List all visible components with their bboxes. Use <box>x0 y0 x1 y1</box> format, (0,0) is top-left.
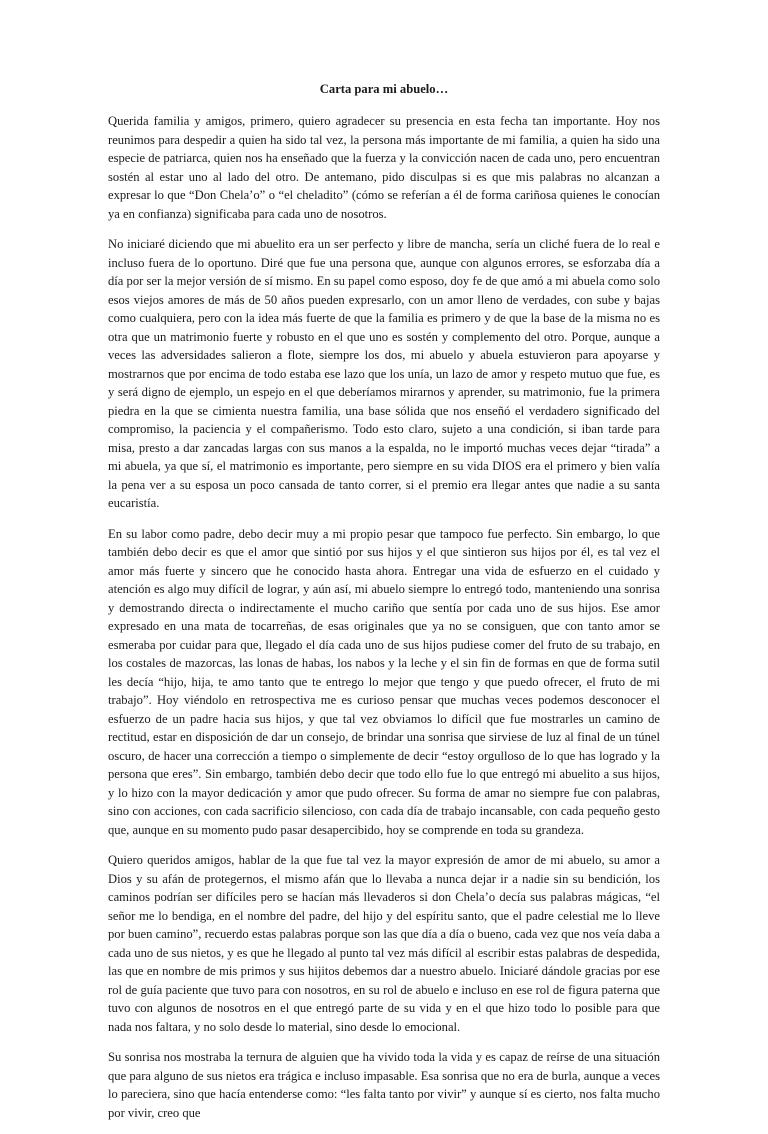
paragraph-3: En su labor como padre, debo decir muy a mi propio pesar que tampoco fue perfecto. Sin embargo, lo que también debo decir es que el amor que sintió por sus hijos y el que sintieron sus hijos por él, es tal vez el amor más fuerte y sincero que he conocido hasta ahora. Entregar una vida de esfuerzo en el cuidado y atención es algo muy difícil de lograr, y aún así, mi abuelo siempre lo entregó todo, manteniendo una sonrisa y demostrando directa o indirectamente el mucho cariño que sentía por cada uno de sus hijos. Ese amor expresado en una mata de tocarreñas, de esas originales que ya no se consiguen, que con tanto amor se esmeraba por cuidar para que, llegado el día cada uno de sus hijos pudiese comer del fruto de su trabajo, en los costales de mazorcas, las lonas de habas, los nabos y la leche y el sin fin de formas en que de forma sutil les decía “hijo, hija, te amo tanto que te entrego lo mejor que tengo y que puedo ofrecer, el fruto de mi trabajo”. Hoy viéndolo en retrospectiva me es curioso pensar que muchas veces podemos desconocer el esfuerzo de un padre hacia sus hijos, y que tal vez obviamos lo difícil que fue mostrarles un camino de rectitud, estar en disposición de dar un consejo, de brindar una sonrisa que sirviese de luz al final de un túnel oscuro, de hacer una corrección a tiempo o simplemente de decir “estoy orgulloso de lo que has logrado y la persona que eres”. Sin embargo, también debo decir que todo ello fue lo que entregó mi abuelito a sus hijos, y lo hizo con la mayor dedicación y amor que pudo ofrecer. Su forma de amar no siempre fue con palabras, sino con acciones, con cada sacrificio silencioso, con cada día de trabajo incansable, con cada pequeño gesto que, aunque en su momento pudo pasar desapercibido, hoy se comprende en toda su grandeza. <box>108 526 660 837</box>
paragraph-1: Querida familia y amigos, primero, quiero agradecer su presencia en esta fecha tan importante. Hoy nos reunimos para despedir a quien ha sido tal vez, la persona más importante de mi familia, a quien ha sido una especie de patriarca, quien nos ha enseñado que la fuerza y la convicción nacen de cada uno, pero encuentran sostén al estar uno al lado del otro. De antemano, pido disculpas si es que mis palabras no alcanzan a expresar lo que “Don Chela’o” o “el cheladito” (cómo se referían a él de forma cariñosa quienes le conocían ya en confianza) significaba para cada uno de nosotros. <box>108 114 660 221</box>
paragraph-5: Su sonrisa nos mostraba la ternura de alguien que ha vivido toda la vida y es capaz de reírse de una situación que para alguno de sus nietos era trágica e incluso impasable. Esa sonrisa que no era de burla, aunque a veces lo pareciera, sino que hacía entenderse como: “les falta tanto por vivir” y aunque sí es cierto, nos falta mucho por vivir, creo que <box>108 1050 660 1120</box>
document-page <box>108 80 660 1134</box>
document-title: Carta para mi abuelo… <box>319 82 449 96</box>
paragraph-4: Quiero queridos amigos, hablar de la que fue tal vez la mayor expresión de amor de mi abuelo, su amor a Dios y su afán de protegernos, el mismo afán que lo llevaba a nunca dejar ir a nadie sin su bendición, los caminos podrían ser difíciles pero se hacían más llevaderos si don Chela’o decía sus palabras mágicas, “el señor me lo bendiga, en el nombre del padre, del hijo y del espíritu santo, que el padre celestial me lo lleve por buen camino”, recuerdo estas palabras porque son las que día a día o bueno, cada vez que nos veía daba a cada uno de sus nietos, y es que he llegado al punto tal vez más difícil al escribir estas palabras de despedida, las que en nombre de mis primos y sus hijitos debemos dar a nuestro abuelo. Iniciaré dándole gracias por ese rol de guía paciente que tuvo para con nosotros, en su rol de abuelo e incluso en ese rol de figura paterna que tuvo con algunos de nosotros en el que entregó parte de su vida y en el que hizo todo lo posible para que nada nos faltara, y no solo desde lo material, sino desde lo emocional. <box>108 853 660 1034</box>
paragraph-2: No iniciaré diciendo que mi abuelito era un ser perfecto y libre de mancha, sería un cliché fuera de lo real e incluso fuera de lo oportuno. Diré que fue una persona que, aunque con algunos errores, se esforzaba día a día por ser la mejor versión de sí mismo. En su papel como esposo, doy fe de que amó a mi abuela como solo esos viejos amores de más de 50 años pueden expresarlo, con un amor lleno de verdades, con sube y bajas como cualquiera, pero con la idea más fuerte de que la familia es primero y de que la base de la misma no es otra que un matrimonio fuerte y robusto en el que uno es sostén y complemento del otro. Porque, aunque a veces las adversidades salieron a flote, siempre los dos, mi abuelo y abuela estuvieron para apoyarse y mostrarnos que por encima de todo estaba ese lazo que los unía, un lazo de amor y respeto mutuo que fue, es y será digno de ejemplo, un espejo en el que deberíamos mirarnos y aprender, su matrimonio, fue la primera piedra en la que se cimienta nuestra familia, una base sólida que nos enseñó el verdadero significado del compromiso, la paciencia y el compañerismo. Todo esto claro, sujeto a una condición, si iban tarde para misa, presto a dar zancadas largas con sus manos a la espalda, no le importó muchas veces dejar “tirada” a mi abuela, ya que sí, el matrimonio es importante, pero siempre en su vida DIOS era el primero y bien valía la pena ver a su esposa un poco cansada de tanto correr, si el premio era llegar antes que nadie a su santa eucaristía. <box>108 237 660 510</box>
